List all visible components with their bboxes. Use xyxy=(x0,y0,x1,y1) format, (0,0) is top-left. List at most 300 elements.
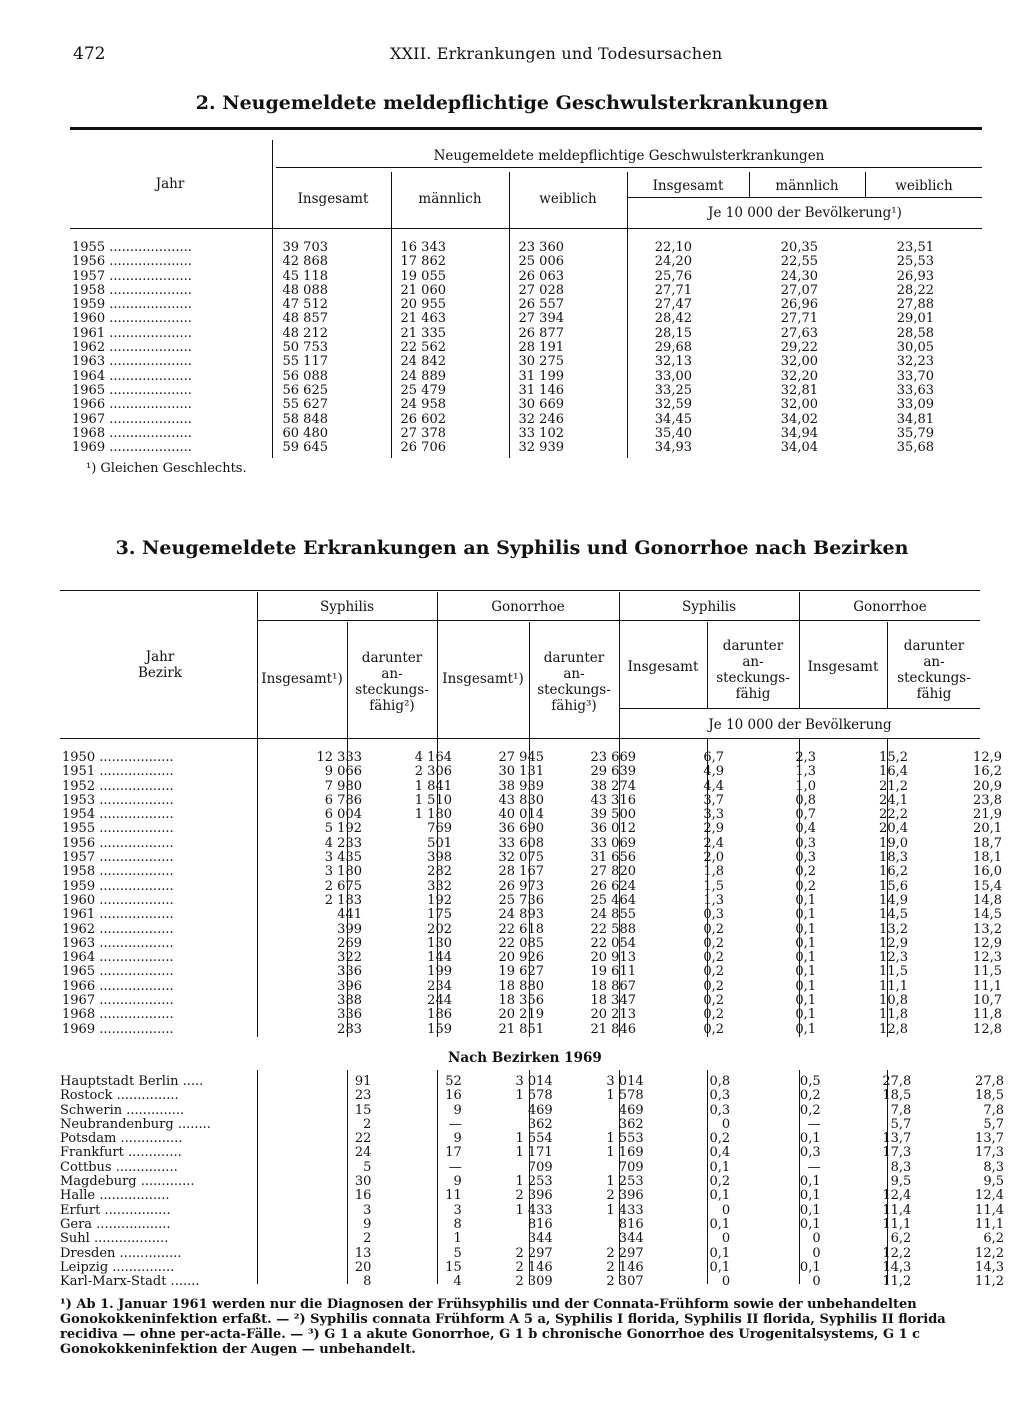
row-label: 1966 .................. xyxy=(62,978,174,994)
cell-value: 11,5 xyxy=(879,964,908,980)
cell-value: 59 645 xyxy=(282,440,328,456)
cell-value: 0,1 xyxy=(795,978,816,994)
cell-value: 33 069 xyxy=(590,835,636,851)
table2-vline xyxy=(749,172,750,197)
cell-value: 0,1 xyxy=(799,1259,821,1275)
table3-vline xyxy=(887,622,888,708)
cell-value: 33 102 xyxy=(518,425,564,441)
cell-value: 709 xyxy=(527,1159,553,1175)
table-row xyxy=(62,965,1022,979)
cell-value: 32,59 xyxy=(654,397,692,413)
cell-value: 21 851 xyxy=(498,1021,544,1037)
cell-value: 816 xyxy=(618,1216,644,1232)
cell-value: 18,5 xyxy=(882,1088,912,1104)
spacer xyxy=(232,865,292,879)
cell-value: 28 167 xyxy=(498,864,544,880)
cell-value: 0 xyxy=(812,1274,821,1290)
table3-stub-district: Bezirk xyxy=(138,665,182,681)
cell-value: 15 xyxy=(354,1102,372,1118)
cell-value: 21 846 xyxy=(590,1021,636,1037)
row-label: Hauptstadt Berlin ..... xyxy=(60,1074,204,1089)
cell-value: 33,09 xyxy=(896,397,934,413)
cell-value: 1 510 xyxy=(414,792,452,808)
cell-value: 28,58 xyxy=(896,325,934,341)
table-row xyxy=(72,284,952,298)
table2-group-rule xyxy=(276,167,982,168)
cell-value: 1 554 xyxy=(515,1131,553,1147)
spacer xyxy=(232,965,292,979)
spacer xyxy=(249,1261,303,1275)
cell-value: 0,1 xyxy=(709,1245,731,1261)
cell-value: 24,1 xyxy=(879,792,908,808)
cell-value: 22 618 xyxy=(498,921,544,937)
cell-value: 0,1 xyxy=(799,1131,821,1147)
cell-value: 199 xyxy=(427,964,452,980)
cell-value: 0,4 xyxy=(795,821,816,837)
cell-value: 27 028 xyxy=(518,282,564,298)
table-row xyxy=(72,370,952,384)
cell-value: 0,1 xyxy=(799,1188,821,1204)
cell-value: 396 xyxy=(337,978,362,994)
row-label: Dresden ............... xyxy=(60,1245,182,1261)
cell-value: 282 xyxy=(427,864,452,880)
cell-value: 15,6 xyxy=(879,878,908,894)
cell-value: 2 309 xyxy=(515,1274,553,1290)
table3-col-gon-total: Insgesamt¹) xyxy=(442,671,524,687)
row-label: Rostock ............... xyxy=(60,1088,179,1104)
row-label: 1968 .................... xyxy=(72,425,192,441)
spacer xyxy=(232,1023,292,1037)
cell-value: 0 xyxy=(812,1245,821,1261)
cell-value: 1 169 xyxy=(606,1145,644,1161)
table-row xyxy=(72,413,952,427)
cell-value: 0,1 xyxy=(795,907,816,923)
cell-value: 27,71 xyxy=(654,282,692,298)
cell-value: 14,5 xyxy=(973,907,1002,923)
cell-value: 362 xyxy=(527,1116,553,1132)
table-row xyxy=(72,327,952,341)
cell-value: 22 562 xyxy=(400,340,446,356)
spacer xyxy=(232,923,292,937)
row-label: 1962 .................... xyxy=(72,340,192,356)
cell-value: 39 500 xyxy=(590,807,636,823)
cell-value: 32,23 xyxy=(896,354,934,370)
cell-value: 21,9 xyxy=(973,807,1002,823)
cell-value: 0,2 xyxy=(703,921,724,937)
cell-value: 21 060 xyxy=(400,282,446,298)
table-row xyxy=(72,312,952,326)
cell-value: 32,00 xyxy=(780,354,818,370)
table3-stub-year: Jahr xyxy=(145,649,175,665)
cell-value: 14,3 xyxy=(882,1259,912,1275)
table3-col-syph-total: Insgesamt¹) xyxy=(261,671,343,687)
cell-value: 9,5 xyxy=(983,1174,1004,1190)
cell-value: 21 335 xyxy=(400,325,446,341)
cell-value: 12,2 xyxy=(882,1245,912,1261)
cell-value: 362 xyxy=(618,1116,644,1132)
spacer xyxy=(249,1175,303,1189)
spacer xyxy=(232,765,292,779)
cell-value: 6 786 xyxy=(324,792,362,808)
cell-value: 816 xyxy=(527,1216,553,1232)
table-row xyxy=(60,1247,1024,1261)
cell-value: 269 xyxy=(337,935,362,951)
cell-value: 0 xyxy=(721,1116,731,1132)
cell-value: — xyxy=(448,1116,462,1132)
cell-value: 0,1 xyxy=(709,1216,731,1232)
cell-value: 34,81 xyxy=(896,411,934,427)
spacer xyxy=(232,794,292,808)
cell-value: 2 396 xyxy=(606,1188,644,1204)
cell-value: 50 753 xyxy=(282,340,328,356)
table-row xyxy=(72,241,952,255)
cell-value: 9 066 xyxy=(324,764,362,780)
cell-value: 0,2 xyxy=(709,1131,731,1147)
cell-value: 14,9 xyxy=(879,892,908,908)
cell-value: 0,1 xyxy=(709,1188,731,1204)
cell-value: 1,3 xyxy=(703,892,724,908)
row-label: 1969 .................. xyxy=(62,1021,174,1037)
cell-value: 5,7 xyxy=(983,1116,1004,1132)
cell-value: 26 602 xyxy=(400,411,446,427)
spacer xyxy=(232,751,292,765)
cell-value: 7 980 xyxy=(324,778,362,794)
cell-value: 9,5 xyxy=(890,1174,912,1190)
cell-value: 20,1 xyxy=(973,821,1002,837)
cell-value: — xyxy=(807,1159,821,1175)
cell-value: 11,1 xyxy=(882,1216,912,1232)
row-label: 1966 .................... xyxy=(72,397,192,413)
row-label: 1967 .................... xyxy=(72,411,192,427)
cell-value: 36 690 xyxy=(498,821,544,837)
cell-value: 17,3 xyxy=(975,1145,1004,1161)
table-row xyxy=(72,341,952,355)
cell-value: 31 199 xyxy=(518,368,564,384)
cell-value: 29,68 xyxy=(654,340,692,356)
table-row xyxy=(62,851,1022,865)
table2-rate-col-total: Insgesamt xyxy=(652,178,724,194)
spacer xyxy=(249,1189,303,1203)
cell-value: 2 183 xyxy=(324,892,362,908)
cell-value: 20 xyxy=(354,1259,372,1275)
cell-value: 34,04 xyxy=(780,440,818,456)
table3-vline xyxy=(799,592,800,708)
row-label: 1963 .................... xyxy=(72,354,192,370)
cell-value: 18 880 xyxy=(498,978,544,994)
table-row xyxy=(62,1008,1022,1022)
cell-value: 27,8 xyxy=(975,1074,1004,1089)
cell-value: 192 xyxy=(427,892,452,908)
cell-value: 26,96 xyxy=(780,297,818,313)
table-row xyxy=(62,908,1022,922)
row-label: 1956 .................. xyxy=(62,835,174,851)
cell-value: 20,4 xyxy=(879,821,908,837)
cell-value: 22 xyxy=(354,1131,372,1147)
cell-value: 23 xyxy=(354,1088,372,1104)
cell-value: 0,2 xyxy=(703,978,724,994)
table-row xyxy=(62,780,1022,794)
cell-value: 22,10 xyxy=(654,240,692,255)
table3-col-gon-infectious: darunter an- steckungs- fähig³) xyxy=(537,650,611,714)
row-label: 1953 .................. xyxy=(62,792,174,808)
cell-value: 38 274 xyxy=(590,778,636,794)
table2-group-header: Neugemeldete meldepflichtige Geschwulsterkrankungen xyxy=(433,148,825,164)
cell-value: 13,7 xyxy=(975,1131,1004,1147)
cell-value: 43 830 xyxy=(498,792,544,808)
table-row xyxy=(60,1218,1024,1232)
cell-value: 24,20 xyxy=(654,254,692,270)
spacer xyxy=(249,1204,303,1218)
cell-value: 12,8 xyxy=(879,1021,908,1037)
cell-value: 388 xyxy=(337,993,362,1009)
spacer xyxy=(232,780,292,794)
cell-value: 20,9 xyxy=(973,778,1002,794)
cell-value: 234 xyxy=(427,978,452,994)
table2-body xyxy=(72,241,952,455)
cell-value: 38 939 xyxy=(498,778,544,794)
cell-value: 332 xyxy=(427,878,452,894)
cell-value: 48 857 xyxy=(282,311,328,327)
cell-value: 24 889 xyxy=(400,368,446,384)
cell-value: 344 xyxy=(618,1231,644,1247)
cell-value: 27,8 xyxy=(882,1074,912,1089)
cell-value: 26 706 xyxy=(400,440,446,456)
cell-value: 0,1 xyxy=(799,1216,821,1232)
table2-footnote: ¹) Gleichen Geschlechts. xyxy=(86,461,247,476)
table-row xyxy=(60,1275,1024,1289)
cell-value: 45 118 xyxy=(282,268,328,284)
cell-value: 399 xyxy=(337,921,362,937)
cell-value: 55 117 xyxy=(282,354,328,370)
row-label: Neubrandenburg ........ xyxy=(60,1116,211,1132)
row-label: Gera .................. xyxy=(60,1216,171,1232)
cell-value: 12,9 xyxy=(973,935,1002,951)
cell-value: 32 939 xyxy=(518,440,564,456)
cell-value: 25 006 xyxy=(518,254,564,270)
cell-value: 17 862 xyxy=(400,254,446,270)
cell-value: 14,5 xyxy=(879,907,908,923)
cell-value: 0,1 xyxy=(795,921,816,937)
cell-value: 33,00 xyxy=(654,368,692,384)
cell-value: 16 343 xyxy=(400,240,446,255)
cell-value: 398 xyxy=(427,850,452,866)
cell-value: 14,8 xyxy=(973,892,1002,908)
table-row xyxy=(72,270,952,284)
cell-value: 11,1 xyxy=(879,978,908,994)
cell-value: 33,63 xyxy=(896,382,934,398)
cell-value: 20 926 xyxy=(498,950,544,966)
cell-value: 32,20 xyxy=(780,368,818,384)
cell-value: 1 253 xyxy=(606,1174,644,1190)
table3-years-body xyxy=(62,751,1022,1037)
row-label: 1965 .................... xyxy=(72,382,192,398)
cell-value: 13,2 xyxy=(879,921,908,937)
cell-value: 24,30 xyxy=(780,268,818,284)
row-label: Halle ................. xyxy=(60,1188,170,1204)
cell-value: 27,71 xyxy=(780,311,818,327)
table-row xyxy=(60,1204,1024,1218)
spacer xyxy=(249,1146,303,1160)
cell-value: 322 xyxy=(337,950,362,966)
cell-value: 0,8 xyxy=(709,1074,731,1089)
cell-value: 16,2 xyxy=(973,764,1002,780)
cell-value: 4,9 xyxy=(703,764,724,780)
row-label: 1969 .................... xyxy=(72,440,192,456)
cell-value: 25 479 xyxy=(400,382,446,398)
cell-value: 26 973 xyxy=(498,878,544,894)
cell-value: 25 736 xyxy=(498,892,544,908)
cell-value: 14,3 xyxy=(975,1259,1004,1275)
table3-group-syphilis: Syphilis xyxy=(319,599,375,615)
table-row xyxy=(62,808,1022,822)
cell-value: 5 xyxy=(453,1245,462,1261)
table-row xyxy=(60,1175,1024,1189)
cell-value: 2 297 xyxy=(606,1245,644,1261)
cell-value: 31 656 xyxy=(590,850,636,866)
table-row xyxy=(60,1118,1024,1132)
cell-value: 0,2 xyxy=(709,1174,731,1190)
table2-col-total: Insgesamt xyxy=(297,191,369,207)
cell-value: 441 xyxy=(337,907,362,923)
cell-value: 30 131 xyxy=(498,764,544,780)
table3-group-syphilis-rate: Syphilis xyxy=(681,599,737,615)
cell-value: 28,42 xyxy=(654,311,692,327)
cell-value: 3 180 xyxy=(324,864,362,880)
cell-value: 12,8 xyxy=(973,1021,1002,1037)
cell-value: 244 xyxy=(427,993,452,1009)
cell-value: 5 xyxy=(363,1159,372,1175)
cell-value: 30 275 xyxy=(518,354,564,370)
cell-value: 12 333 xyxy=(316,750,362,765)
cell-value: 0,3 xyxy=(795,850,816,866)
table3-rate-rule xyxy=(620,708,980,709)
cell-value: 47 512 xyxy=(282,297,328,313)
cell-value: 29,22 xyxy=(780,340,818,356)
cell-value: 0,5 xyxy=(799,1074,821,1089)
table3-rate-gon-infectious: darunter an- steckungs- fähig xyxy=(897,638,971,702)
table3-rate-syph-infectious: darunter an- steckungs- fähig xyxy=(716,638,790,702)
table-row xyxy=(62,837,1022,851)
row-label: Cottbus ............... xyxy=(60,1159,178,1175)
cell-value: 15,4 xyxy=(973,878,1002,894)
cell-value: 1,0 xyxy=(795,778,816,794)
table-row xyxy=(62,923,1022,937)
table-row xyxy=(72,441,952,455)
cell-value: 10,8 xyxy=(879,993,908,1009)
spacer xyxy=(232,851,292,865)
cell-value: 344 xyxy=(527,1231,553,1247)
spacer xyxy=(232,1008,292,1022)
cell-value: 29 639 xyxy=(590,764,636,780)
spacer xyxy=(249,1218,303,1232)
row-label: 1955 .................. xyxy=(62,821,174,837)
table-row xyxy=(62,765,1022,779)
cell-value: 11,8 xyxy=(973,1007,1002,1023)
cell-value: 0,1 xyxy=(799,1202,821,1218)
cell-value: 2 396 xyxy=(515,1188,553,1204)
cell-value: 20,35 xyxy=(780,240,818,255)
cell-value: 469 xyxy=(527,1102,553,1118)
row-label: Frankfurt ............. xyxy=(60,1145,182,1161)
cell-value: 9 xyxy=(363,1216,372,1232)
cell-value: 34,45 xyxy=(654,411,692,427)
cell-value: 6 004 xyxy=(324,807,362,823)
cell-value: 19 627 xyxy=(498,964,544,980)
row-label: 1960 .................... xyxy=(72,311,192,327)
table-row xyxy=(60,1089,1024,1103)
table2-col-male: männlich xyxy=(418,191,482,207)
cell-value: 9 xyxy=(453,1174,462,1190)
table2-rate-label: Je 10 000 der Bevölkerung¹) xyxy=(708,205,902,221)
cell-value: 30 xyxy=(354,1174,372,1190)
table3-subhead: Nach Bezirken 1969 xyxy=(448,1050,602,1066)
cell-value: 17,3 xyxy=(882,1145,912,1161)
cell-value: 0,4 xyxy=(709,1145,731,1161)
cell-value: 2 xyxy=(363,1116,372,1132)
cell-value: 22 085 xyxy=(498,935,544,951)
cell-value: 13,7 xyxy=(882,1131,912,1147)
cell-value: 0,1 xyxy=(799,1174,821,1190)
cell-value: 11,4 xyxy=(882,1202,912,1218)
cell-value: 26 624 xyxy=(590,878,636,894)
cell-value: 2 306 xyxy=(414,764,452,780)
row-label: Erfurt ................ xyxy=(60,1202,171,1218)
table2-rate-col-female: weiblich xyxy=(895,178,953,194)
table3-group-gonorrhoe-rate: Gonorrhoe xyxy=(853,599,927,615)
cell-value: 18 356 xyxy=(498,993,544,1009)
cell-value: 0,2 xyxy=(703,993,724,1009)
cell-value: 175 xyxy=(427,907,452,923)
spacer xyxy=(249,1118,303,1132)
row-label: 1964 .................... xyxy=(72,368,192,384)
cell-value: 22,55 xyxy=(780,254,818,270)
page-number: 472 xyxy=(73,44,106,64)
table3-rate-gon-total: Insgesamt xyxy=(807,659,879,675)
cell-value: 26 877 xyxy=(518,325,564,341)
cell-value: 0,7 xyxy=(795,807,816,823)
cell-value: 283 xyxy=(337,1021,362,1037)
spacer xyxy=(232,994,292,1008)
cell-value: 12,4 xyxy=(882,1188,912,1204)
cell-value: 6,2 xyxy=(983,1231,1004,1247)
table-row xyxy=(72,384,952,398)
cell-value: 32 075 xyxy=(498,850,544,866)
cell-value: 0,1 xyxy=(795,993,816,1009)
table3-footnote: ¹) Ab 1. Januar 1961 werden nur die Diagnosen der Frühsyphilis und der Connata-Frühform sowie der unbehandelten Gonokokkeninfektion erfaßt. — ²) Syphilis connata Frühform A 5 a, Syphilis I florida, Syphilis II florida, Syphilis II florida recidiva — ohne per-acta-Fälle. — ³) G 1 a akute Gonorrhoe, G 1 b chronische Gonorrhoe des Urogenitalsystems, G 1 c Gonokokkeninfektion der Augen — unbehandelt. xyxy=(60,1297,946,1357)
cell-value: 25,76 xyxy=(654,268,692,284)
row-label: 1957 .................. xyxy=(62,850,174,866)
cell-value: 0,2 xyxy=(703,1021,724,1037)
table2-top-rule xyxy=(70,127,982,130)
cell-value: 33,70 xyxy=(896,368,934,384)
spacer xyxy=(232,880,292,894)
table2-rate-rule xyxy=(628,197,982,198)
cell-value: 27,88 xyxy=(896,297,934,313)
cell-value: 43 316 xyxy=(590,792,636,808)
table-row xyxy=(60,1189,1024,1203)
row-label: 1957 .................... xyxy=(72,268,192,284)
spacer xyxy=(232,951,292,965)
cell-value: 55 627 xyxy=(282,397,328,413)
row-label: 1961 .................. xyxy=(62,907,174,923)
cell-value: 34,93 xyxy=(654,440,692,456)
table-row xyxy=(72,355,952,369)
table-row xyxy=(62,1023,1022,1037)
cell-value: 23,8 xyxy=(973,792,1002,808)
cell-value: 202 xyxy=(427,921,452,937)
table3-stub-header xyxy=(100,649,220,681)
cell-value: 709 xyxy=(618,1159,644,1175)
